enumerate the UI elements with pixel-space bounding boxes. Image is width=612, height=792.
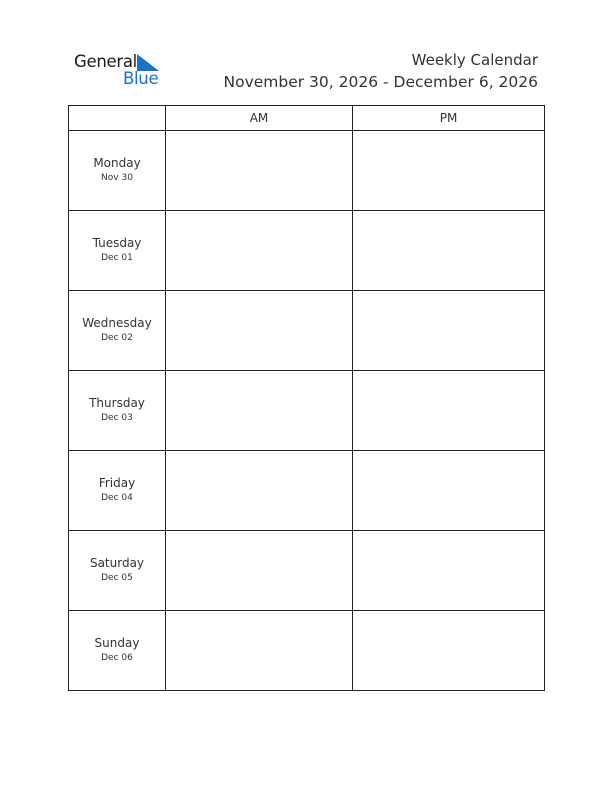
pm-column-header: PM [353, 106, 545, 131]
day-row-friday [69, 451, 545, 531]
day-date: Dec 06 [101, 653, 133, 663]
day-date: Dec 05 [101, 573, 133, 583]
logo-text-blue: Blue [123, 69, 159, 88]
day-row-sunday [69, 611, 545, 691]
pm-slot[interactable] [353, 531, 545, 611]
day-row-wednesday [69, 291, 545, 371]
am-slot[interactable] [166, 531, 353, 611]
day-label-cell [69, 211, 166, 291]
am-column-header: AM [166, 106, 353, 131]
day-label-cell [69, 371, 166, 451]
day-label-cell [69, 291, 166, 371]
am-slot[interactable] [166, 611, 353, 691]
header-row [69, 106, 545, 131]
page-title: Weekly Calendar [411, 51, 538, 69]
day-name: Wednesday [82, 316, 152, 330]
pm-slot[interactable] [353, 211, 545, 291]
day-label-cell [69, 611, 166, 691]
day-name: Thursday [89, 396, 145, 410]
day-name: Monday [93, 156, 141, 170]
am-slot[interactable] [166, 451, 353, 531]
day-name: Saturday [89, 556, 145, 570]
day-row-saturday [69, 531, 545, 611]
am-slot[interactable] [166, 291, 353, 371]
pm-slot[interactable] [353, 291, 545, 371]
day-label-cell [69, 531, 166, 611]
day-name: Friday [98, 476, 136, 490]
pm-slot[interactable] [353, 371, 545, 451]
logo-text-general: General [74, 52, 137, 71]
pm-slot[interactable] [353, 451, 545, 531]
am-slot[interactable] [166, 371, 353, 451]
day-date: Dec 04 [101, 493, 133, 503]
brand-logo [74, 52, 174, 92]
day-name: Sunday [94, 636, 140, 650]
day-date: Dec 02 [101, 333, 133, 343]
weekly-calendar-table [68, 105, 545, 691]
date-range: November 30, 2026 - December 6, 2026 [223, 73, 538, 91]
am-slot[interactable] [166, 211, 353, 291]
corner-header [69, 106, 166, 131]
pm-slot[interactable] [353, 611, 545, 691]
day-date: Dec 01 [101, 253, 133, 263]
day-date: Dec 03 [101, 413, 133, 423]
pm-slot[interactable] [353, 131, 545, 211]
am-slot[interactable] [166, 131, 353, 211]
day-label-cell [69, 131, 166, 211]
day-row-monday [69, 131, 545, 211]
day-label-cell [69, 451, 166, 531]
day-row-thursday [69, 371, 545, 451]
day-name: Tuesday [92, 236, 142, 250]
day-date: Nov 30 [101, 173, 133, 183]
day-row-tuesday [69, 211, 545, 291]
